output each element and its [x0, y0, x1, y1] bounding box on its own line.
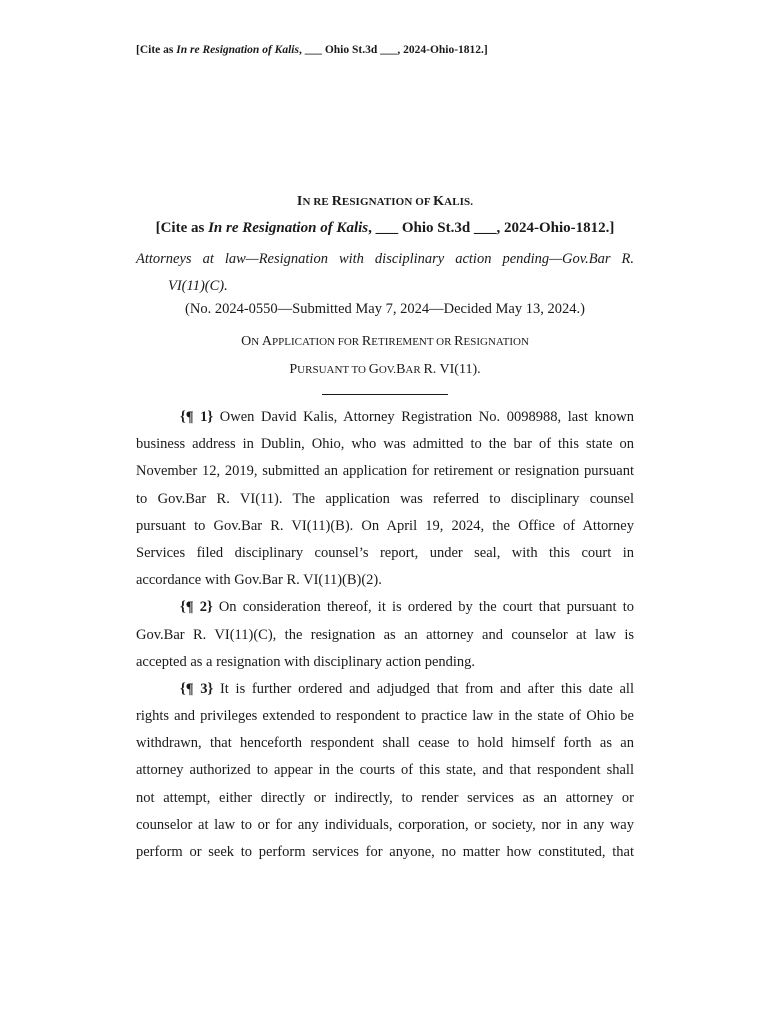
application-heading-line-1 — [0, 328, 770, 356]
opinion-body — [136, 404, 634, 866]
syllabus — [136, 246, 634, 300]
header-cite-prefix: [Cite as — [136, 44, 177, 56]
paragraph-2-line: accepted as a resignation with disciplinary action pending. — [136, 653, 476, 670]
cite-case-name: In re Resignation of Kalis — [208, 220, 369, 236]
paragraph-1-line: Services filed disciplinary counsel’s report, under seal, with this court in — [136, 544, 634, 561]
title-part: ESIGNATION OF — [341, 196, 434, 208]
heading-part: A — [261, 334, 273, 349]
title-part: I — [296, 194, 303, 209]
heading-part: R. VI(11). — [423, 362, 481, 377]
paragraph-text: It is further ordered and adjudged that from and after this date all — [213, 680, 634, 697]
heading-part: ESIGNATION — [463, 336, 529, 348]
heading-part: P — [289, 362, 298, 377]
paragraph-number: {¶ 3} — [180, 680, 214, 697]
heading-part: R — [454, 334, 464, 349]
title-part: R — [331, 194, 342, 209]
heading-part: OV. — [378, 364, 397, 376]
heading-part: PPLICATION FOR — [272, 336, 362, 348]
cite-prefix: [Cite as — [155, 220, 209, 236]
paragraph-3-line: counselor at law to or for any individuals, corporation, or society, nor in any way — [136, 816, 634, 833]
paragraph-3-line: perform or seek to perform services for anyone, no matter how constituted, that — [136, 844, 634, 860]
section-divider — [322, 394, 448, 395]
application-heading-line-2 — [0, 356, 770, 384]
heading-part: B — [396, 362, 406, 377]
paragraph-number: {¶ 2} — [180, 599, 213, 616]
syllabus-line: Attorneys at law—Resignation with disciplinary action pending—Gov.Bar R. — [136, 251, 634, 267]
header-cite-suffix: , ___ Ohio St.3d ___, 2024-Ohio-1812.] — [298, 44, 488, 56]
heading-part: R — [361, 334, 372, 349]
title-part: ALIS. — [444, 196, 474, 208]
paragraph-1-line: to Gov.Bar R. VI(11). The application was referred to disciplinary counsel — [136, 490, 634, 507]
paragraph-3-line: attorney authorized to appear in the courts of this state, and that respondent shall — [136, 762, 634, 779]
title-part: N RE — [302, 196, 332, 208]
paragraph-2-line — [136, 594, 634, 621]
syllabus-line: VI(11)(C). — [168, 278, 228, 294]
heading-part: G — [368, 362, 379, 377]
paragraph-1-line: accordance with Gov.Bar R. VI(11)(B)(2). — [136, 572, 382, 589]
application-heading — [0, 328, 770, 384]
paragraph-3-line: not attempt, either directly or indirectly, to render services as an attorney or — [136, 789, 634, 806]
heading-part: ETIREMENT OR — [371, 336, 455, 348]
paragraph-3-line: withdrawn, that henceforth respondent shall cease to hold himself forth as an — [136, 735, 634, 752]
paragraph-1-line — [136, 404, 634, 431]
heading-part: AR — [405, 364, 424, 376]
heading-part: N — [251, 336, 262, 348]
heading-part: O — [241, 334, 252, 349]
paragraph-3-line — [136, 676, 634, 703]
citation-line — [0, 220, 770, 237]
running-header-citation — [136, 44, 488, 56]
paragraph-1-line: business address in Dublin, Ohio, who was admitted to the bar of this state on — [136, 436, 634, 453]
case-title — [0, 194, 770, 210]
paragraph-1-line: November 12, 2019, submitted an application for retirement or resignation pursuant — [136, 463, 634, 480]
paragraph-text: Owen David Kalis, Attorney Registration No. 0098988, last known — [213, 409, 634, 425]
paragraph-2-line: Gov.Bar R. VI(11)(C), the resignation as an attorney and counselor at law is — [136, 626, 634, 643]
paragraph-1-line: pursuant to Gov.Bar R. VI(11)(B). On April 19, 2024, the Office of Attorney — [136, 517, 634, 534]
paragraph-text: On consideration thereof, it is ordered by the court that pursuant to — [212, 599, 634, 616]
paragraph-3-line: rights and privileges extended to respondent to practice law in the state of Ohio be — [136, 708, 634, 725]
cite-suffix: , ___ Ohio St.3d ___, 2024-Ohio-1812.] — [368, 220, 615, 236]
docket-line: (No. 2024-0550—Submitted May 7, 2024—Decided May 13, 2024.) — [185, 301, 585, 317]
heading-part: URSUANT TO — [297, 364, 369, 376]
title-part: K — [433, 194, 445, 209]
header-cite-case-name: In re Resignation of Kalis — [176, 44, 299, 56]
paragraph-number: {¶ 1} — [180, 409, 214, 425]
